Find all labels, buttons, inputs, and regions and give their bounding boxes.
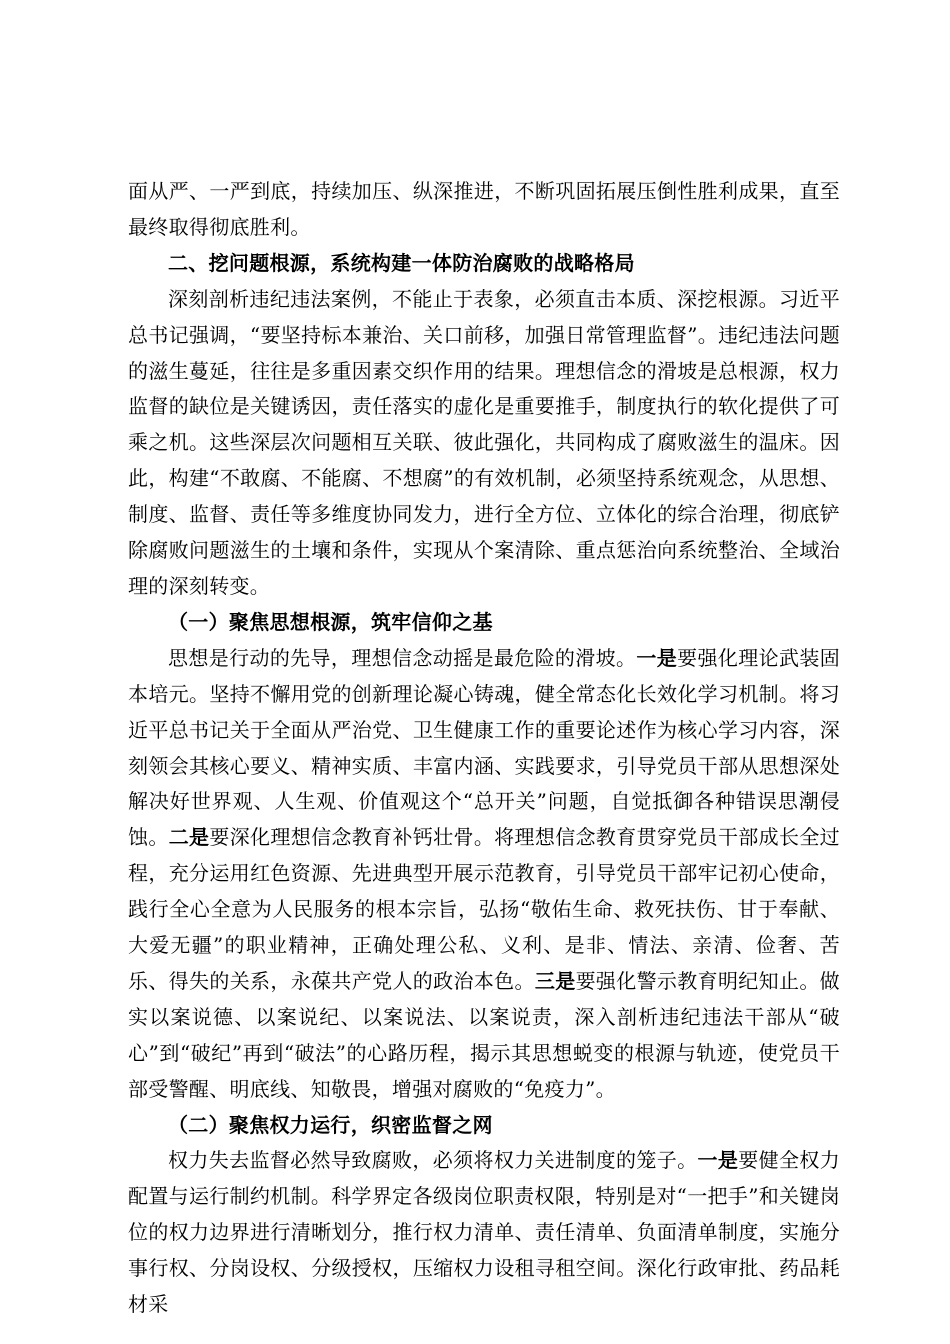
lead-phrase-second: 二是 [168, 825, 210, 850]
section-heading: 二、挖问题根源，系统构建一体防治腐败的战略格局 [168, 250, 635, 275]
paragraph-root-analysis: 深刻剖析违纪违法案例，不能止于表象，必须直击本质、深挖根源。习近平总书记强调，“要坚持标本兼治、关口前移，加强日常管理监督”。违纪违法问题的滋生蔓延，往往是多重因素交织作用的结果。理想信念的滑坡是总根源，权力监督的缺位是关键诱因，责任落实的虚化是重要推手，制度执行的软化提供了可乘之机。这些深层次问题相互关联、彼此强化，共同构成了腐败滋生的温床。因此，构建“不敢腐、不能腐、不想腐”的有效机制，必须坚持系统观念，从思想、制度、监督、责任等多维度协同发力，进行全方位、立体化的综合治理，彻底铲除腐败问题滋生的土壤和条件，实现从个案清除、重点惩治向系统整治、全域治理的深刻转变。 [128, 286, 840, 598]
lead-phrase-first: 一是 [697, 1148, 739, 1173]
paragraph-text: 权力失去监督必然导致腐败，必须将权力关进制度的笼子。 [168, 1148, 698, 1173]
paragraph-text: 要深化理想信念教育补钙壮骨。将理想信念教育贯穿党员干部成长全过程，充分运用红色资源、先进典型开展示范教育，引导党员干部牢记初心使命，践行全心全意为人民服务的根本宗旨，弘扬“敬佑生命、救死扶伤、甘于奉献、大爱无疆”的职业精神，正确处理公私、义利、是非、情法、亲清、俭奢、苦乐、得失的关系，永葆共产党人的政治本色。 [128, 825, 840, 993]
paragraph-text: 要强化理论武装固本培元。坚持不懈用党的创新理论凝心铸魂，健全常态化长效化学习机制。将习近平总书记关于全面从严治党、卫生健康工作的重要论述作为核心学习内容，深刻领会其核心要义、精神实质、丰富内涵、实践要求，引导党员干部从思想深处解决好世界观、人生观、价值观这个“总开关”问题，自觉抵御各种错误思潮侵蚀。 [128, 645, 840, 850]
document-body [128, 174, 840, 1323]
paragraph-ideology [128, 641, 840, 1108]
paragraph-text: 思想是行动的先导，理想信念动摇是最危险的滑坡。 [168, 645, 637, 670]
paragraph-text: 要健全权力配置与运行制约机制。科学界定各级岗位职责权限，特别是对“一把手”和关键岗位的权力边界进行清晰划分，推行权力清单、责任清单、负面清单制度，实施分事行权、分岗设权、分级授权，压缩权力设租寻租空间。深化行政审批、药品耗材采 [128, 1148, 840, 1317]
subsection-heading-power: （二）聚焦权力运行，织密监督之网 [168, 1112, 493, 1137]
paragraph-power [128, 1143, 840, 1323]
lead-phrase-first: 一是 [636, 645, 678, 670]
paragraph-text: 要强化警示教育明纪知止。做实以案说德、以案说纪、以案说法、以案说责，深入剖析违纪违法干部从“破心”到“破纪”再到“破法”的心路历程，揭示其思想蜕变的根源与轨迹，使党员干部受警醒、明底线、知敬畏，增强对腐败的“免疫力”。 [128, 968, 840, 1101]
paragraph-continuation: 面从严、一严到底，持续加压、纵深推进，不断巩固拓展压倒性胜利成果，直至最终取得彻底胜利。 [128, 179, 840, 239]
lead-phrase-third: 三是 [534, 968, 576, 993]
subsection-heading-ideology: （一）聚焦思想根源，筑牢信仰之基 [168, 609, 493, 634]
